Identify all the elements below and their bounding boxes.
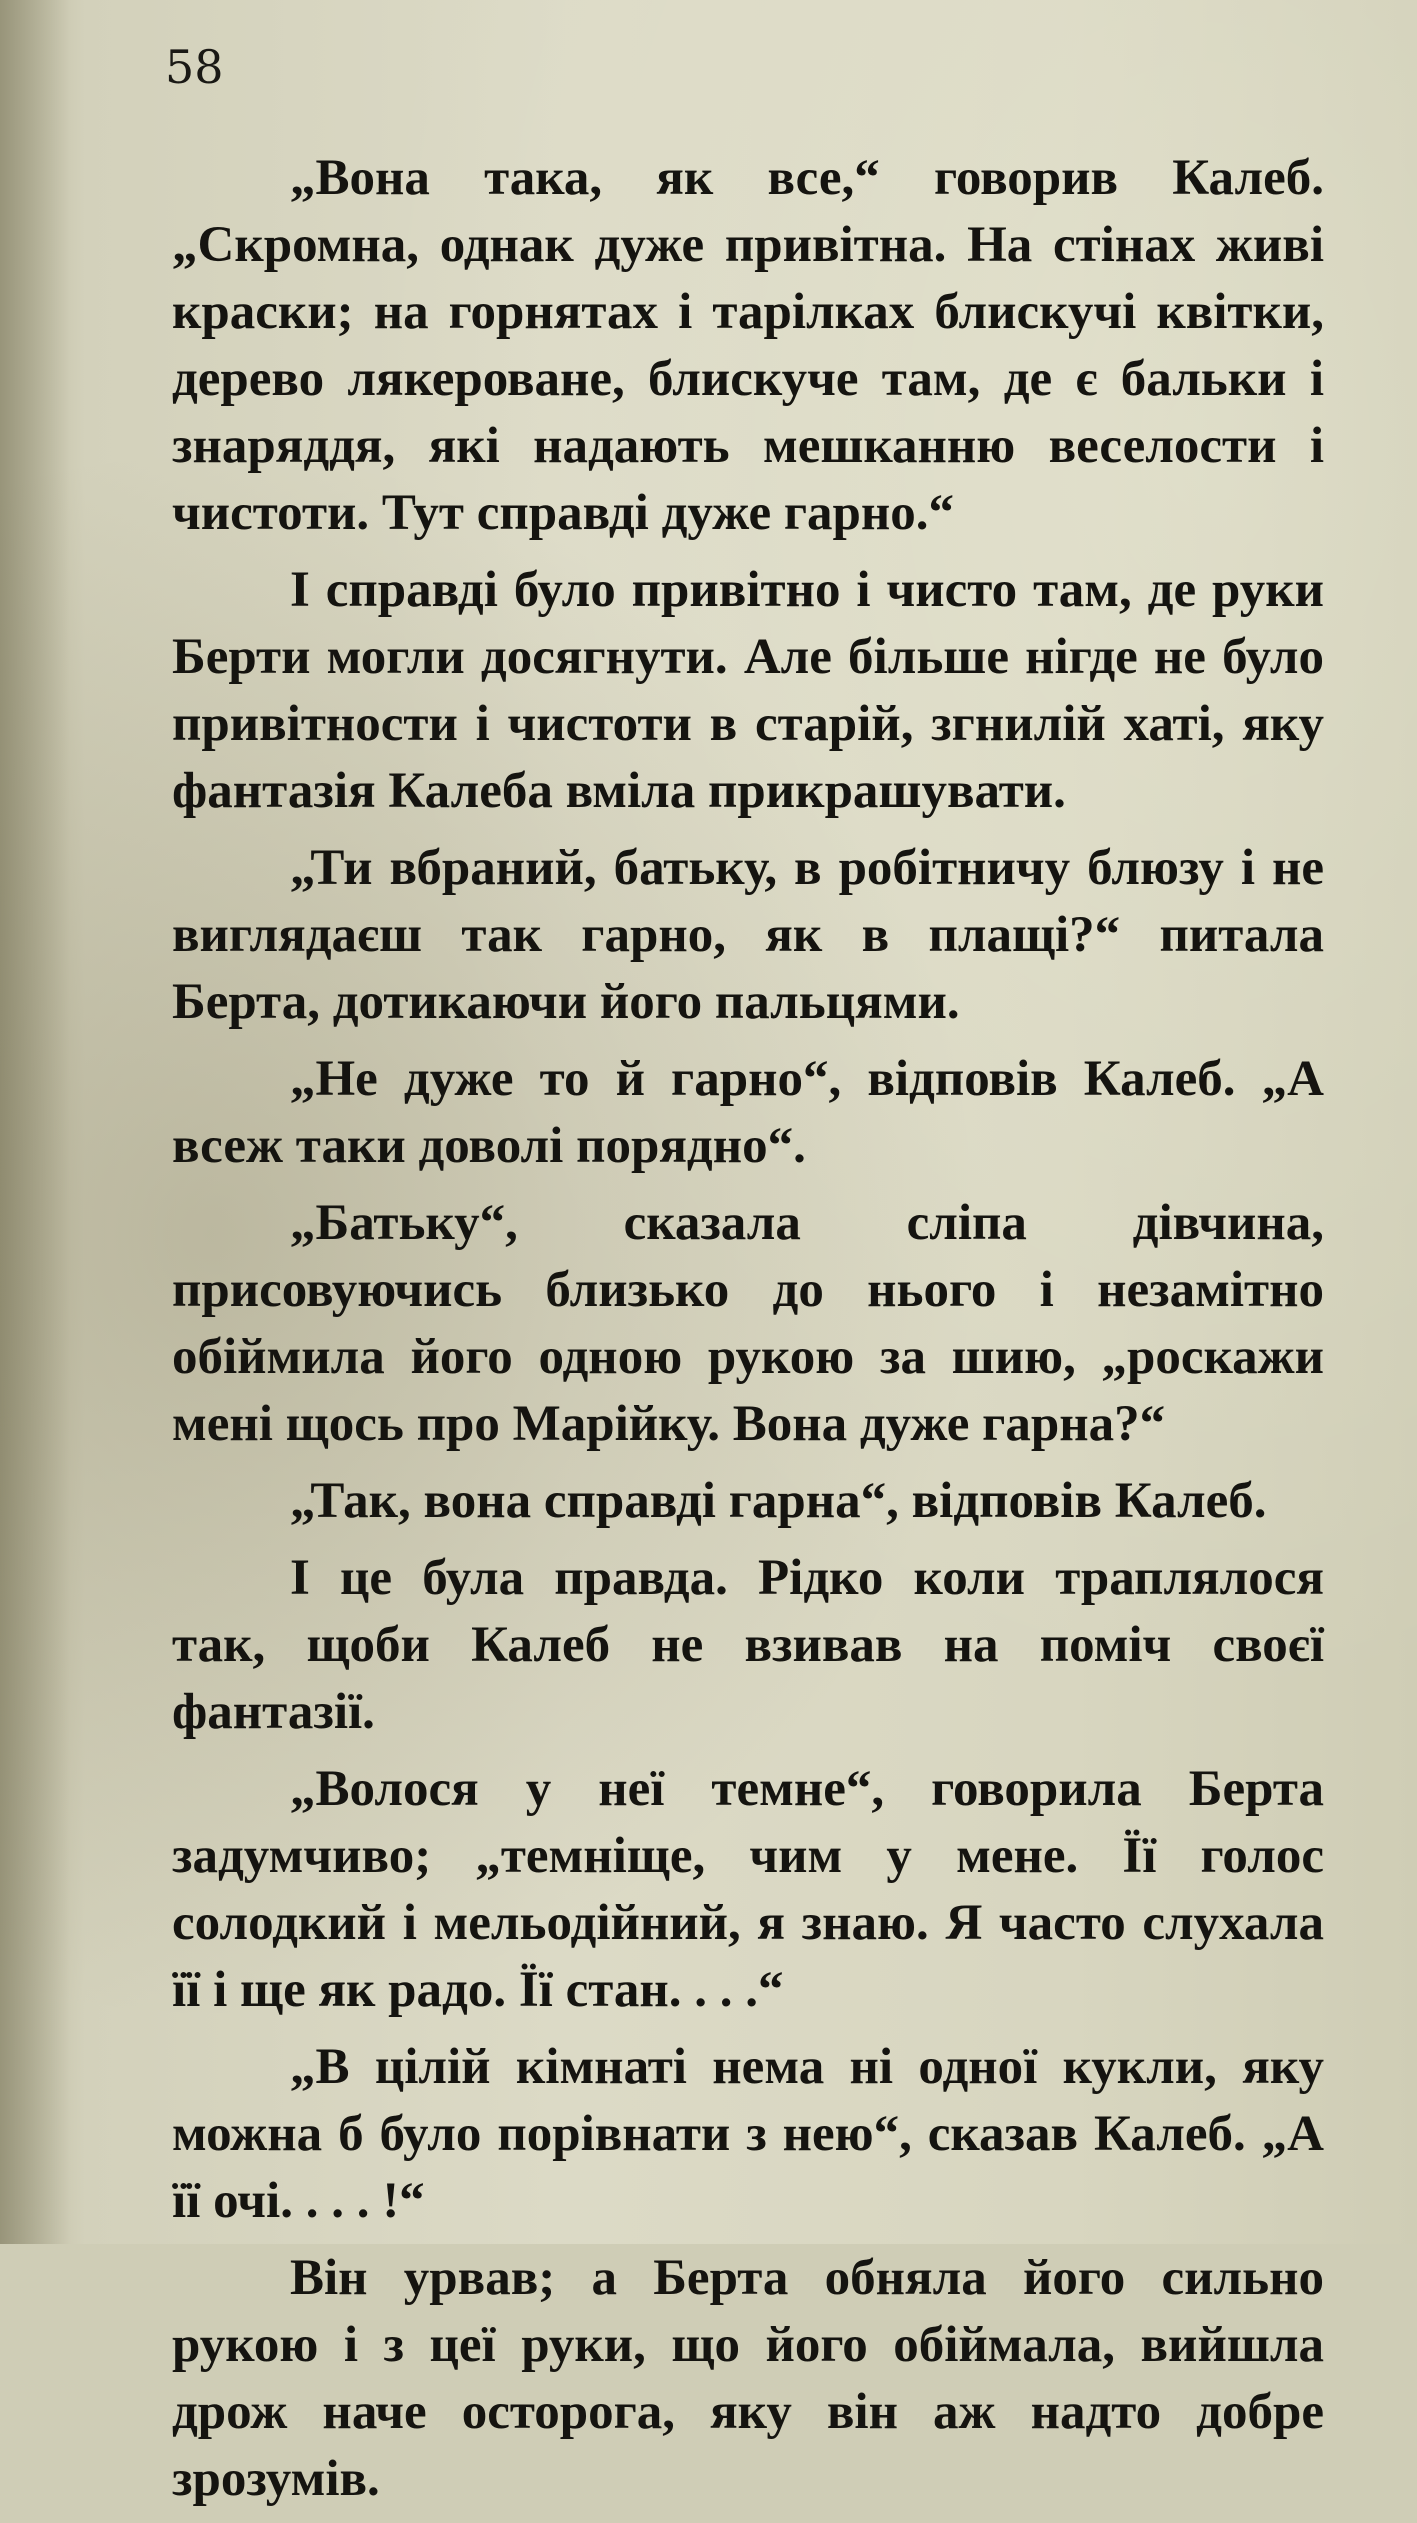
paragraph: Він урвав; а Берта обняла його сильно рукою і з цеї руки, що його обіймала, вийшла дрож наче осторога, яку він аж надто добре зрозумів. <box>172 2250 1324 2507</box>
page-spine-shadow <box>0 0 70 2244</box>
body-text <box>172 145 1324 2523</box>
paragraph: І це була правда. Рідко коли траплялося так, щоби Калеб не взивав на поміч своєї фантазії. <box>172 1550 1324 1740</box>
paragraph: „Ти вбраний, батьку, в робітничу блюзу і не виглядаєш так гарно, як в плащі?“ питала Берта, дотикаючи його пальцями. <box>172 840 1324 1030</box>
paragraph: „В цілій кімнаті нема ні одної кукли, яку можна б було порівнати з нею“, сказав Калеб. „А її очі. . . . !“ <box>172 2039 1324 2229</box>
paragraph: „Вона така, як все,“ говорив Калеб. „Скромна, однак дуже привітна. На стінах живі краски; на горнятах і тарілках блискучі квітки, дерево лякероване, блискуче там, де є бальки і знаряддя, які надають мешканню веселости і чистоти. Тут справді дуже гарно.“ <box>172 150 1324 541</box>
paragraph: „Батьку“, сказала сліпа дівчина, присовуючись близько до нього і незамітно обіймила його одною рукою за шию, „роскажи мені щось про Марійку. Вона дуже гарна?“ <box>172 1195 1324 1452</box>
paragraph: „Не дуже то й гарно“, відповів Калеб. „А всеж таки доволі порядно“. <box>172 1051 1324 1174</box>
page-number: 58 <box>165 40 224 94</box>
paragraph: „Волося у неї темне“, говорила Берта задумчиво; „темніще, чим у мене. Її голос солодкий і мельодійний, я знаю. Я часто слухала її і ще як радо. Її стан. . . .“ <box>172 1761 1324 2018</box>
paragraph: „Так, вона справді гарна“, відповів Калеб. <box>290 1473 1267 1529</box>
paragraph: І справді було привітно і чисто там, де руки Берти могли досягнути. Але більше нігде не було привітности і чистоти в старій, згнилій хаті, яку фантазія Калеба вміла прикрашувати. <box>172 562 1324 819</box>
